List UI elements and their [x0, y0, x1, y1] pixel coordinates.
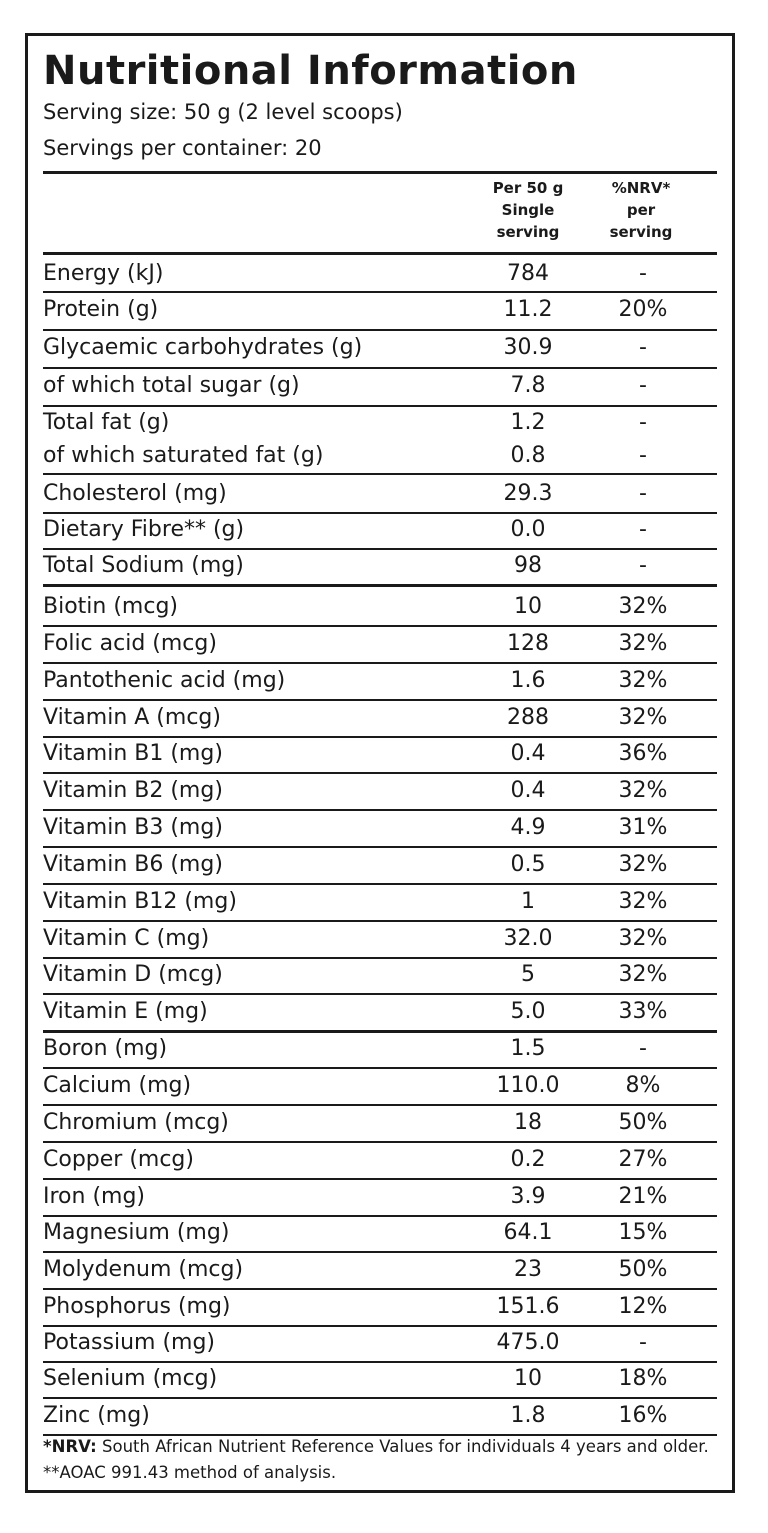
per-serving-value: 32.0 [503, 926, 553, 951]
table-row [43, 1032, 717, 1066]
header-top-rule [43, 171, 717, 174]
nutrient-name: Vitamin B6 (mg) [43, 852, 223, 877]
table-row [43, 736, 717, 771]
nutrient-name: Cholesterol (mg) [43, 481, 227, 506]
per-serving-value: 0.4 [510, 741, 546, 766]
nrv-value: 27% [618, 1147, 668, 1172]
per-serving-value: 1.5 [510, 1036, 546, 1061]
table-row [43, 700, 717, 735]
nrv-value: 32% [618, 852, 668, 877]
nrv-value: 20% [618, 297, 668, 322]
nutrient-name: Phosphorus (mg) [43, 1294, 231, 1319]
nutrient-name: Glycaemic carbohydrates (g) [43, 335, 363, 360]
table-row [43, 663, 717, 698]
table-row [43, 626, 717, 661]
nutrient-name: Iron (mg) [43, 1184, 146, 1209]
nutrient-name: Pantothenic acid (mg) [43, 668, 286, 693]
nrv-value: - [639, 261, 647, 286]
nrv-value: 21% [618, 1184, 668, 1209]
nutrient-name: of which saturated fat (g) [43, 443, 324, 468]
per-serving-value: 23 [514, 1257, 542, 1282]
nrv-value: 18% [618, 1366, 668, 1391]
table-row [43, 957, 717, 992]
per-serving-value: 1 [521, 889, 535, 914]
footnote [43, 1434, 723, 1486]
table-row [43, 773, 717, 808]
nrv-value: - [639, 481, 647, 506]
nrv-value: 32% [618, 705, 668, 730]
nrv-value: 32% [618, 631, 668, 656]
table-row [43, 921, 717, 956]
per-serving-value: 10 [514, 594, 542, 619]
per-serving-header: Per 50 g Single serving [492, 179, 564, 241]
table-row [43, 1215, 717, 1250]
page-title: Nutritional Information [43, 48, 578, 94]
per-serving-value: 11.2 [503, 297, 553, 322]
table-row [43, 884, 717, 919]
nutrient-name: Boron (mg) [43, 1036, 168, 1061]
nrv-value: 36% [618, 741, 668, 766]
nutrient-name: Selenium (mcg) [43, 1366, 218, 1391]
nutrient-name: Zinc (mg) [43, 1403, 150, 1428]
nrv-value: 32% [618, 778, 668, 803]
table-row [43, 1252, 717, 1287]
table-row [43, 407, 717, 439]
per-serving-value: 475.0 [496, 1330, 560, 1355]
per-serving-value: 0.5 [510, 852, 546, 877]
nrv-value: 33% [618, 999, 668, 1024]
per-serving-value: 5.0 [510, 999, 546, 1024]
per-serving-value: 784 [507, 261, 549, 286]
nutrient-name: Calcium (mg) [43, 1073, 192, 1098]
table-row [43, 1142, 717, 1177]
table-row [43, 513, 717, 547]
nutrient-name: Total Sodium (mg) [43, 553, 244, 578]
header-bottom-rule [43, 252, 717, 255]
table-row [43, 1289, 717, 1324]
nrv-value: 12% [618, 1294, 668, 1319]
per-serving-value: 1.6 [510, 668, 546, 693]
table-row [43, 439, 717, 472]
nutrient-name: Energy (kJ) [43, 261, 164, 286]
table-row [43, 589, 717, 624]
nutrient-name: Vitamin B12 (mg) [43, 889, 237, 914]
table-row [43, 1325, 717, 1360]
nrv-value: 32% [618, 962, 668, 987]
nutrient-name: Chromium (mcg) [43, 1110, 229, 1135]
per-serving-value: 1.8 [510, 1403, 546, 1428]
nrv-value: - [639, 553, 647, 578]
per-serving-value: 10 [514, 1366, 542, 1391]
nutrition-panel [25, 33, 735, 1493]
nrv-value: 31% [618, 815, 668, 840]
serving-size: Serving size: 50 g (2 level scoops) [43, 100, 403, 124]
per-serving-value: 7.8 [510, 373, 546, 398]
per-serving-value: 0.0 [510, 517, 546, 542]
table-row [43, 1105, 717, 1140]
nrv-header: %NRV* per serving [609, 179, 673, 241]
nutrient-name: Molydenum (mcg) [43, 1257, 244, 1282]
nrv-value: 50% [618, 1110, 668, 1135]
nrv-value: - [639, 443, 647, 468]
nutrient-name: Vitamin E (mg) [43, 999, 208, 1024]
row-divider [43, 473, 717, 475]
per-serving-value: 151.6 [496, 1294, 560, 1319]
nrv-value: 32% [618, 926, 668, 951]
nrv-value: - [639, 517, 647, 542]
nutrient-name: Potassium (mg) [43, 1330, 216, 1355]
nrv-value: 8% [625, 1073, 661, 1098]
per-serving-value: 64.1 [503, 1220, 553, 1245]
table-row [43, 810, 717, 845]
nrv-value: 16% [618, 1403, 668, 1428]
table-row [43, 477, 717, 511]
per-serving-value: 4.9 [510, 815, 546, 840]
per-serving-value: 3.9 [510, 1184, 546, 1209]
per-serving-value: 0.8 [510, 443, 546, 468]
nrv-value: 15% [618, 1220, 668, 1245]
per-serving-value: 30.9 [503, 335, 553, 360]
per-serving-value: 288 [507, 705, 549, 730]
footnote-text: South African Nutrient Reference Values for individuals 4 years and older. **AOAC 991.43 method of analysis. [43, 1437, 709, 1482]
table-row [43, 1179, 717, 1214]
nutrient-name: Vitamin D (mcg) [43, 962, 223, 987]
nutrient-name: Vitamin B3 (mg) [43, 815, 223, 840]
nutrient-name: Copper (mcg) [43, 1147, 194, 1172]
table-row [43, 330, 717, 366]
nutrient-name: Vitamin A (mcg) [43, 705, 221, 730]
nrv-value: 32% [618, 668, 668, 693]
nrv-value: - [639, 373, 647, 398]
nrv-value: - [639, 335, 647, 360]
nrv-value: - [639, 1036, 647, 1061]
table-row [43, 994, 717, 1029]
table-row [43, 368, 717, 404]
section-divider [43, 584, 717, 587]
table-row [43, 1398, 717, 1433]
per-serving-value: 5 [521, 962, 535, 987]
per-serving-value: 110.0 [496, 1073, 560, 1098]
table-row [43, 847, 717, 882]
nutrient-name: of which total sugar (g) [43, 373, 300, 398]
nutrient-name: Total fat (g) [43, 410, 170, 435]
column-headers [43, 177, 717, 251]
nutrient-name: Dietary Fibre** (g) [43, 517, 245, 542]
nutrient-name: Vitamin B1 (mg) [43, 741, 223, 766]
nrv-value: 32% [618, 594, 668, 619]
per-serving-value: 0.4 [510, 778, 546, 803]
servings-per-container: Servings per container: 20 [43, 136, 322, 160]
per-serving-value: 29.3 [503, 481, 553, 506]
nrv-value: - [639, 1330, 647, 1355]
nutrient-name: Protein (g) [43, 297, 159, 322]
table-row [43, 1068, 717, 1103]
per-serving-value: 18 [514, 1110, 542, 1135]
nrv-value: 32% [618, 889, 668, 914]
nrv-value: - [639, 410, 647, 435]
nrv-value: 50% [618, 1257, 668, 1282]
nutrient-name: Magnesium (mg) [43, 1220, 230, 1245]
nutrient-name: Folic acid (mcg) [43, 631, 217, 656]
per-serving-value: 1.2 [510, 410, 546, 435]
table-row [43, 292, 717, 328]
per-serving-value: 128 [507, 631, 549, 656]
nutrient-name: Vitamin C (mg) [43, 926, 210, 951]
table-row [43, 549, 717, 583]
table-row [43, 1361, 717, 1396]
footnote-nrv-label: *NRV: [43, 1437, 97, 1456]
nutrient-name: Biotin (mcg) [43, 594, 178, 619]
per-serving-value: 98 [514, 553, 542, 578]
table-row [43, 257, 717, 290]
nutrient-name: Vitamin B2 (mg) [43, 778, 223, 803]
per-serving-value: 0.2 [510, 1147, 546, 1172]
